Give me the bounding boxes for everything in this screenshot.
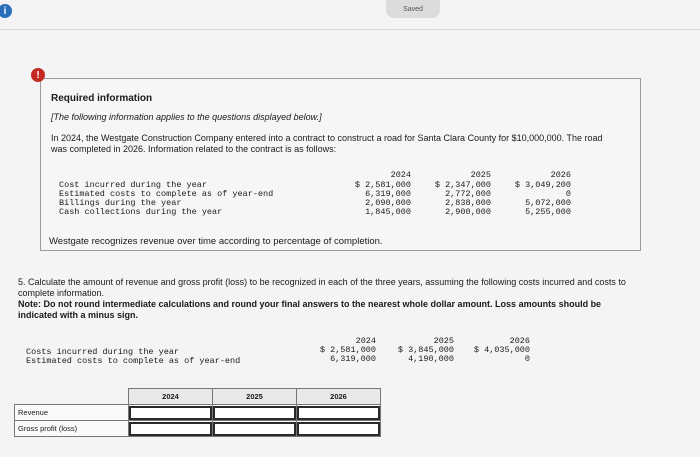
cell-value: 2,900,000 (445, 207, 491, 217)
required-information-panel (40, 78, 641, 251)
row-label: Estimated costs to complete as of year-end (59, 189, 274, 199)
year-header: 2026 (550, 170, 571, 180)
revenue-2024-input[interactable] (129, 406, 212, 420)
gross-profit-2025-input[interactable] (213, 422, 296, 436)
year-header: 2025 (470, 170, 491, 180)
row-label-revenue: Revenue (15, 405, 129, 421)
year-header: 2025 (433, 336, 454, 346)
cell-value: $ 2,347,000 (434, 180, 491, 190)
saved-status-badge: Saved (386, 0, 440, 18)
revenue-2026-input[interactable] (297, 406, 380, 420)
revenue-2025-input[interactable] (213, 406, 296, 420)
cell-value: 6,319,000 (330, 354, 376, 364)
table-row-revenue (15, 405, 381, 421)
row-label: Billings during the year (59, 198, 182, 208)
row-label: Cash collections during the year (59, 207, 223, 217)
cell-value: 2,772,000 (445, 189, 491, 199)
info-icon[interactable]: i (0, 4, 12, 18)
header-divider (0, 29, 700, 30)
column-header-2025: 2025 (213, 389, 297, 405)
cell-value: 0 (524, 354, 530, 364)
cell-value: $ 3,049,200 (514, 180, 571, 190)
answer-table-header (15, 389, 381, 405)
cell-value: 1,845,000 (365, 207, 411, 217)
required-title: Required information (51, 93, 153, 104)
cell-value: 5,255,000 (525, 207, 571, 217)
cell-value: $ 2,581,000 (354, 180, 411, 190)
gross-profit-2026-input[interactable] (297, 422, 380, 436)
row-label-gross-profit: Gross profit (loss) (15, 421, 129, 437)
cell-value: 4,190,000 (408, 354, 454, 364)
year-header: 2024 (390, 170, 411, 180)
year-header: 2024 (355, 336, 376, 346)
row-label: Costs incurred during the year (26, 347, 180, 357)
required-subtitle: [The following information applies to the questions displayed below.] (51, 112, 322, 122)
cell-value: 2,090,000 (365, 198, 411, 208)
cell-value: $ 4,035,000 (473, 345, 530, 355)
row-label: Estimated costs to complete as of year-end (26, 356, 241, 366)
alert-icon: ! (31, 68, 45, 82)
cell-value: 0 (565, 189, 571, 199)
cell-value: $ 2,581,000 (319, 345, 376, 355)
required-intro: In 2024, the Westgate Construction Company entered into a contract to construct a road for Santa Clara County for $10,000,000. The road was completed in 2026. Information related to the contract is as follows: (51, 133, 603, 154)
year-header: 2026 (509, 336, 530, 346)
cell-value: $ 3,845,000 (397, 345, 454, 355)
table-row-gross-profit (15, 421, 381, 437)
cell-value: 2,838,000 (445, 198, 491, 208)
answer-table (14, 388, 381, 437)
question-note: Note: Do not round intermediate calculations and round your final answers to the nearest whole dollar amount. Loss amounts should be indicated with a minus sign. (18, 299, 602, 320)
column-header-2026: 2026 (297, 389, 381, 405)
question-text: 5. Calculate the amount of revenue and gross profit (loss) to be recognized in each of the three years, assuming the following costs incurred and costs to complete information. (18, 277, 626, 298)
cell-value: 5,072,000 (525, 198, 571, 208)
cell-value: 6,319,000 (365, 189, 411, 199)
gross-profit-2024-input[interactable] (129, 422, 212, 436)
question-block (18, 277, 638, 321)
row-label: Cost incurred during the year (59, 180, 207, 190)
required-footer: Westgate recognizes revenue over time according to percentage of completion. (49, 236, 383, 247)
header-spacer (15, 389, 129, 405)
column-header-2024: 2024 (129, 389, 213, 405)
